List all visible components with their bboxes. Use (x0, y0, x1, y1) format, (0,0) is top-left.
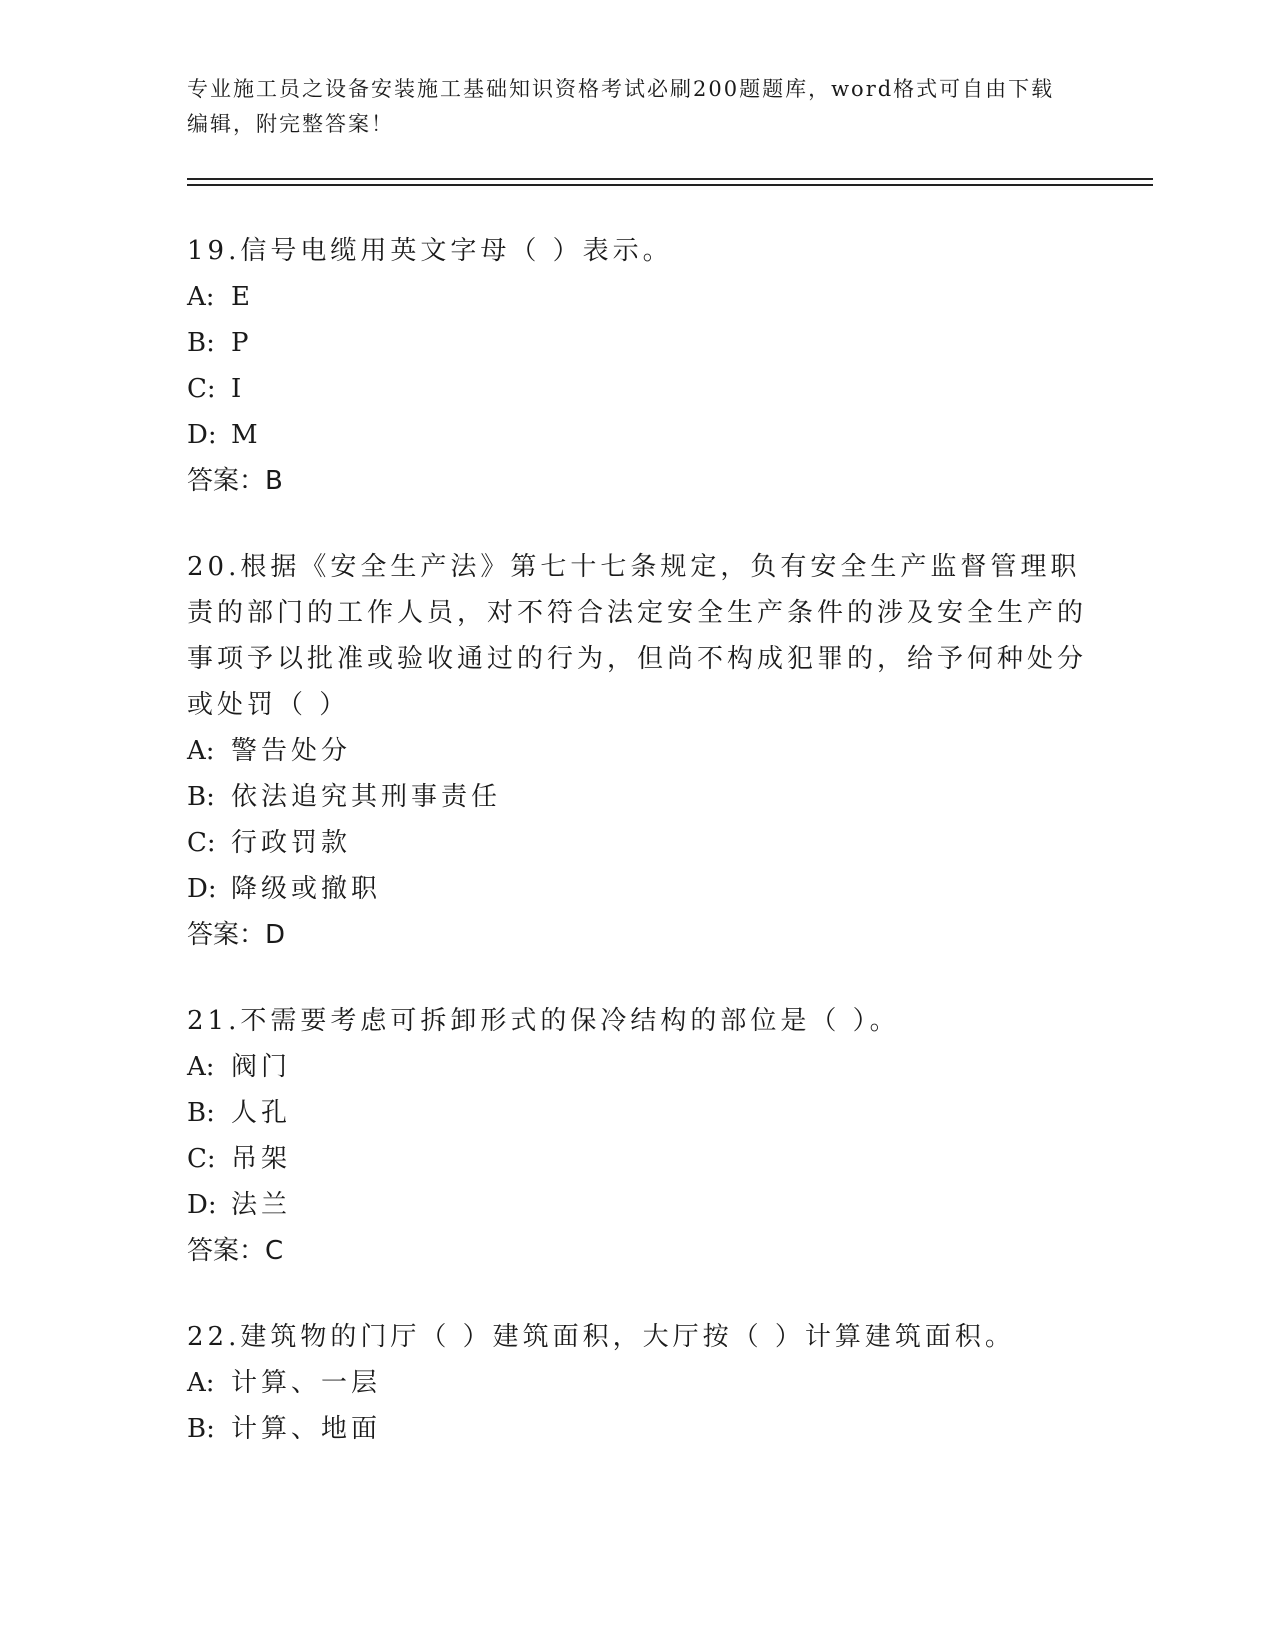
option-key: A: (187, 1368, 215, 1398)
option-text: 计算、地面 (231, 1414, 382, 1444)
option-b (187, 774, 1087, 820)
option-a (187, 1360, 1087, 1406)
option-a (187, 274, 1087, 320)
question-list (187, 228, 1087, 1492)
option-text: 依法追究其刑事责任 (231, 782, 502, 812)
option-key: B: (187, 328, 215, 358)
option-d (187, 1182, 1087, 1228)
option-b (187, 320, 1087, 366)
option-text: 阀门 (231, 1052, 292, 1082)
option-text: 降级或撤职 (231, 874, 382, 904)
option-c (187, 366, 1087, 412)
option-a (187, 1044, 1087, 1090)
option-key: D: (187, 1190, 217, 1220)
question-stem: 19.信号电缆用英文字母（ ）表示。 (187, 236, 673, 266)
option-d (187, 412, 1087, 458)
option-key: B: (187, 1098, 215, 1128)
option-key: A: (187, 736, 215, 766)
option-key: B: (187, 1414, 215, 1444)
document-header: 专业施工员之设备安装施工基础知识资格考试必刷200题题库，word格式可自由下载编辑，附完整答案！ (187, 77, 1055, 136)
option-text: 吊架 (231, 1144, 292, 1174)
option-key: D: (187, 420, 217, 450)
option-text: 人孔 (231, 1098, 292, 1128)
question-21 (187, 998, 1087, 1274)
option-text: 警告处分 (231, 736, 352, 766)
header-divider-bottom (187, 184, 1153, 186)
question-stem: 21.不需要考虑可拆卸形式的保冷结构的部位是（ ）。 (187, 1006, 900, 1036)
option-key: B: (187, 782, 215, 812)
question-stem: 22.建筑物的门厅（ ）建筑面积，大厅按（ ）计算建筑面积。 (187, 1322, 1015, 1352)
question-stem: 20.根据《安全生产法》第七十七条规定，负有安全生产监督管理职责的部门的工作人员，对不符合法定安全生产条件的涉及安全生产的事项予以批准或验收通过的行为，但尚不构成犯罪的，给予何种处分或处罚（ ） (187, 552, 1088, 720)
option-key: C: (187, 828, 216, 858)
option-b (187, 1090, 1087, 1136)
question-20 (187, 544, 1087, 958)
option-text: P (231, 328, 253, 358)
option-c (187, 820, 1087, 866)
header-divider-top (187, 178, 1153, 180)
option-key: C: (187, 1144, 216, 1174)
option-a (187, 728, 1087, 774)
option-text: 行政罚款 (231, 828, 352, 858)
option-text: M (231, 420, 262, 450)
option-key: A: (187, 1052, 215, 1082)
answer-line: 答案：B (187, 466, 283, 496)
option-text: 计算、一层 (231, 1368, 382, 1398)
option-text: E (231, 282, 254, 312)
option-key: D: (187, 874, 217, 904)
option-c (187, 1136, 1087, 1182)
option-key: A: (187, 282, 215, 312)
option-key: C: (187, 374, 216, 404)
question-19 (187, 228, 1087, 504)
option-text: I (231, 374, 246, 404)
option-d (187, 866, 1087, 912)
option-b (187, 1406, 1087, 1452)
answer-line: 答案：D (187, 920, 286, 950)
answer-line: 答案：C (187, 1236, 284, 1266)
option-text: 法兰 (231, 1190, 292, 1220)
question-22 (187, 1314, 1087, 1452)
